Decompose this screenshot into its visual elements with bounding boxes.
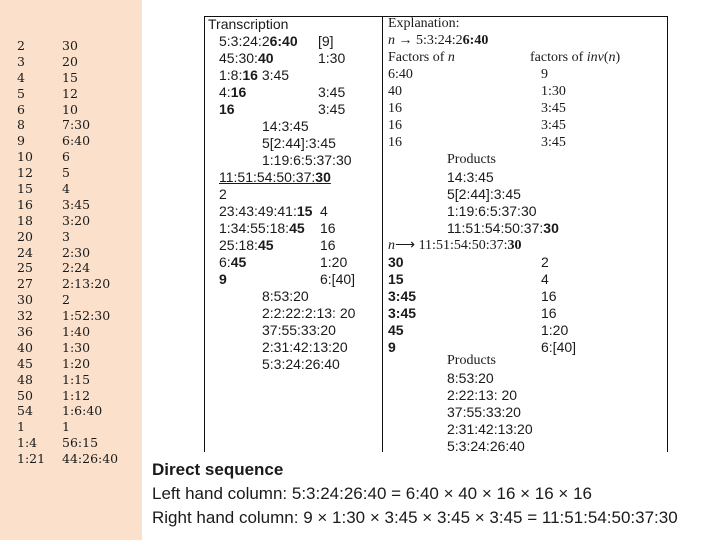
n-value: 50 xyxy=(17,387,33,403)
n-value: 1:21 xyxy=(17,451,46,467)
n-value: 32 xyxy=(17,308,33,324)
explanation-line: n → 5:3:24:26:40 xyxy=(388,33,489,48)
explanation-factor: 3:45 xyxy=(541,101,566,116)
transcription-product: 37:55:33:20 xyxy=(262,322,336,338)
explanation-products-heading: Products xyxy=(447,152,496,167)
explanation-factor: 3:45 xyxy=(541,135,566,150)
explanation-product: 14:3:45 xyxy=(447,169,494,185)
explanation-factor: 16 xyxy=(388,101,402,116)
reciprocal-value: 1:52:30 xyxy=(62,308,111,324)
transcription-product: 5:3:24:26:40 xyxy=(262,356,340,372)
explanation-factor: 4 xyxy=(541,271,549,287)
explanation-product: 1:19:6:5:37:30 xyxy=(447,203,537,219)
explanation-heading: Explanation: xyxy=(388,16,460,31)
reciprocal-value: 2:24 xyxy=(62,260,91,276)
reciprocal-value: 10 xyxy=(62,101,78,117)
n-value: 9 xyxy=(17,133,25,149)
transcription-result: 11:51:54:50:37:30 xyxy=(219,169,331,185)
explanation-factor: 16 xyxy=(541,305,557,321)
reciprocal-value: 3 xyxy=(62,228,70,244)
explanation-right-border xyxy=(667,16,668,452)
explanation-factor: 1:30 xyxy=(541,84,566,99)
n-value: 3 xyxy=(17,53,25,69)
n-value: 6 xyxy=(17,101,25,117)
transcription-product: 1:19:6:5:37:30 xyxy=(262,152,352,168)
transcription-product: 14:3:45 xyxy=(262,118,309,134)
explanation-products-heading: Products xyxy=(447,353,496,368)
transcription-product: 8:53:20 xyxy=(262,288,309,304)
reciprocal-value: 44:26:40 xyxy=(62,451,119,467)
transcription-line: 3:45 xyxy=(318,84,346,100)
explanation-factors-inv-label: factors of inv(n) xyxy=(530,50,621,65)
transcription-line: 25:18:45 xyxy=(219,237,274,253)
n-value: 40 xyxy=(17,339,33,355)
n-value: 12 xyxy=(17,165,33,181)
reciprocal-value: 30 xyxy=(62,38,78,53)
explanation-product: 5[2:44]:3:45 xyxy=(447,186,521,202)
n-value: 18 xyxy=(17,212,33,228)
transcription-line: 1:8:16 3:45 xyxy=(219,67,290,83)
explanation-factor: 30 xyxy=(388,254,404,270)
explanation-factor: 16 xyxy=(388,118,402,133)
reciprocal-column xyxy=(62,38,118,467)
reciprocal-value: 3:20 xyxy=(62,212,91,228)
reciprocal-value: 6:40 xyxy=(62,133,91,149)
transcription-product: 5[2:44]:3:45 xyxy=(262,135,336,151)
column-divider xyxy=(382,16,383,452)
reciprocal-value: 1 xyxy=(62,419,70,435)
n-value: 25 xyxy=(17,260,33,276)
transcription-line: 6:[40] xyxy=(320,271,356,287)
n-value: 24 xyxy=(17,244,33,260)
explanation-product: 5:3:24:26:40 xyxy=(447,438,525,454)
transcription-left-border xyxy=(204,16,205,452)
transcription-product: 2:31:42:13:20 xyxy=(262,339,348,355)
reciprocal-value: 1:40 xyxy=(62,324,91,340)
n-value: 16 xyxy=(17,196,33,212)
explanation-line: n⟶ 11:51:54:50:37:30 xyxy=(388,238,522,253)
reciprocal-value: 7:30 xyxy=(62,117,91,133)
reciprocal-value: 5 xyxy=(62,165,70,181)
reciprocal-value: 1:30 xyxy=(62,339,91,355)
reciprocal-value: 1:6:40 xyxy=(62,403,103,419)
n-column xyxy=(17,38,45,467)
reciprocal-value: 1:12 xyxy=(62,387,91,403)
reciprocal-value: 6 xyxy=(62,149,70,165)
explanation-factor: 3:45 xyxy=(388,305,417,321)
explanation-product: 37:55:33:20 xyxy=(447,404,521,420)
explanation-factors-label: Factors of n xyxy=(388,50,455,65)
explanation-factor: 2 xyxy=(541,254,549,270)
n-value: 27 xyxy=(17,276,33,292)
n-value: 48 xyxy=(17,371,33,387)
reciprocal-value: 2:13:20 xyxy=(62,276,111,292)
transcription-line: 16 xyxy=(320,220,336,236)
transcription-line: 4 xyxy=(320,203,328,219)
transcription-heading: Transcription xyxy=(208,16,289,32)
transcription-line: 23:43:49:41:15 xyxy=(219,203,313,219)
right-column-summary: Right hand column: 9 × 1:30 × 3:45 × 3:45 × 3:45 = 11:51:54:50:37:30 xyxy=(152,508,678,527)
transcription-line: 6:45 xyxy=(219,254,247,270)
n-value: 4 xyxy=(17,69,25,85)
direct-sequence-heading: Direct sequence xyxy=(152,460,284,479)
n-value: 1 xyxy=(17,419,25,435)
reciprocal-value: 1:15 xyxy=(62,371,91,387)
explanation-factor: 6:40 xyxy=(388,67,413,82)
transcription-line: 9 xyxy=(219,271,227,287)
transcription-product: 2:2:22:2:13: 20 xyxy=(262,305,356,321)
explanation-product: 2:22:13: 20 xyxy=(447,387,518,403)
transcription-line: 16 xyxy=(320,237,336,253)
explanation-factor: 1:20 xyxy=(541,322,569,338)
explanation-factor: 45 xyxy=(388,322,404,338)
n-value: 20 xyxy=(17,228,33,244)
n-value: 8 xyxy=(17,117,25,133)
n-value: 1:4 xyxy=(17,435,38,451)
reciprocal-value: 12 xyxy=(62,85,78,101)
transcription-line: [9] xyxy=(318,33,334,49)
explanation-factor: 3:45 xyxy=(388,288,417,304)
n-value: 54 xyxy=(17,403,33,419)
explanation-factor: 16 xyxy=(388,135,402,150)
explanation-product: 2:31:42:13:20 xyxy=(447,421,533,437)
transcription-line: 1:20 xyxy=(320,254,348,270)
explanation-factor: 9 xyxy=(541,67,548,82)
transcription-line: 2 xyxy=(219,186,227,202)
transcription-line: 1:30 xyxy=(318,50,346,66)
explanation-factor: 3:45 xyxy=(541,118,566,133)
reciprocal-table-panel xyxy=(0,0,142,540)
n-value: 45 xyxy=(17,355,33,371)
transcription-line: 4:16 xyxy=(219,84,247,100)
reciprocal-value: 20 xyxy=(62,53,78,69)
explanation-factor: 15 xyxy=(388,271,404,287)
n-value: 5 xyxy=(17,85,25,101)
reciprocal-value: 1:20 xyxy=(62,355,91,371)
reciprocal-value: 3:45 xyxy=(62,196,91,212)
n-value: 30 xyxy=(17,292,33,308)
reciprocal-value: 4 xyxy=(62,181,70,197)
explanation-factor: 16 xyxy=(541,288,557,304)
n-value: 15 xyxy=(17,181,33,197)
reciprocal-value: 2 xyxy=(62,292,70,308)
n-value: 10 xyxy=(17,149,33,165)
n-value: 36 xyxy=(17,324,33,340)
transcription-line: 45:30:40 xyxy=(219,50,274,66)
explanation-product: 8:53:20 xyxy=(447,370,494,386)
left-column-summary: Left hand column: 5:3:24:26:40 = 6:40 × 40 × 16 × 16 × 16 xyxy=(152,484,592,503)
explanation-product: 11:51:54:50:37:30 xyxy=(447,220,559,236)
reciprocal-value: 56:15 xyxy=(62,435,99,451)
transcription-line: 3:45 xyxy=(318,101,346,117)
explanation-factor: 40 xyxy=(388,84,402,99)
n-value: 2 xyxy=(17,38,25,53)
transcription-line: 16 xyxy=(219,101,235,117)
reciprocal-value: 15 xyxy=(62,69,78,85)
reciprocal-value: 2:30 xyxy=(62,244,91,260)
transcription-line: 1:34:55:18:45 xyxy=(219,220,305,236)
explanation-factor: 6:[40] xyxy=(541,339,577,355)
explanation-factor: 9 xyxy=(388,339,396,355)
transcription-line: 5:3:24:26:40 xyxy=(219,33,298,49)
